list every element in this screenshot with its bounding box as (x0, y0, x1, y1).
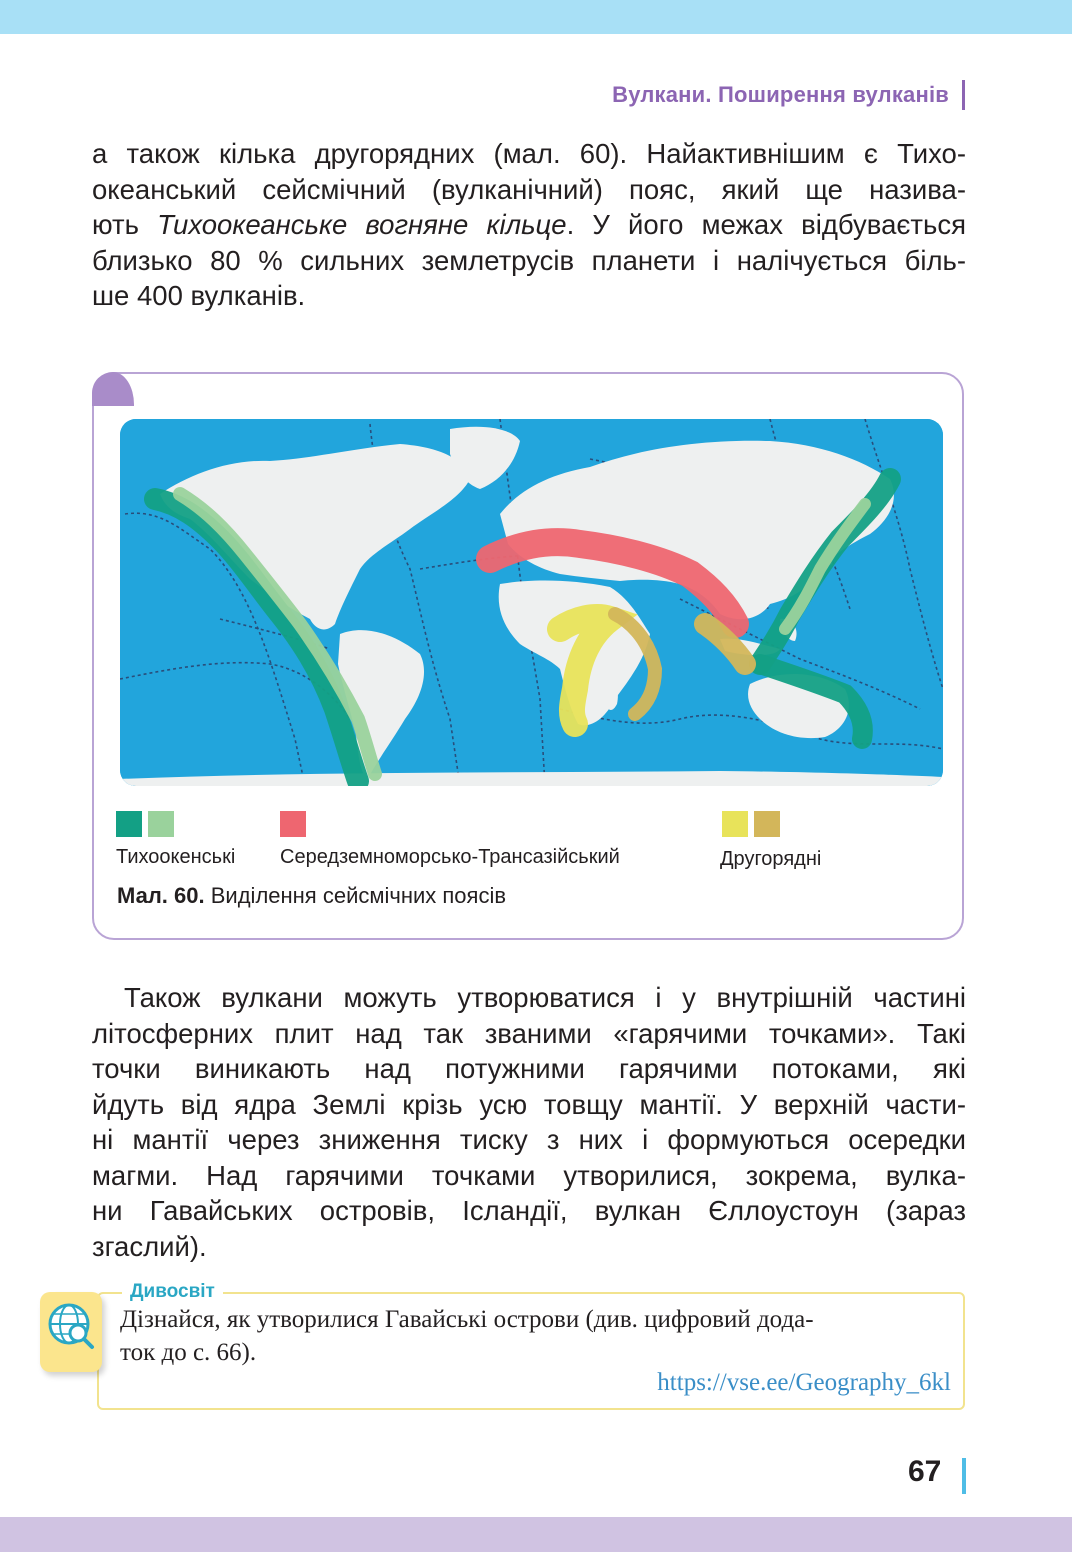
text-line: ток до с. 66). (120, 1339, 257, 1366)
top-color-band (0, 0, 1072, 34)
digital-resource-link[interactable]: https://vse.ee/Geography_6kl (657, 1369, 951, 1396)
text-line: ни Гавайських островів, Ісландії, вулкан Єллоустоун (зараз (92, 1195, 966, 1226)
bottom-color-band (0, 1517, 1072, 1552)
legend-swatch-secondary-ochre (754, 811, 780, 837)
text-line: літосферних плит над так званими «гарячими точками». Такі (92, 1017, 966, 1049)
text-line: океанський сейсмічний (вулканічний) пояс, який ще назива- (92, 173, 966, 205)
seismic-belts-map (120, 419, 943, 786)
text-line: ше 400 вулканів. (92, 280, 306, 311)
text-line: Також вулкани можуть утворюватися і у внутрішній частині (124, 982, 966, 1013)
box-title: Дивосвіт (122, 1281, 223, 1303)
text-line: Дізнайся, як утворилися Гавайські острови (див. цифровий дода- (120, 1306, 814, 1333)
legend-swatch-pacific-light (148, 811, 174, 837)
legend-label-secondary: Другорядні (720, 848, 822, 870)
figure-caption (117, 883, 506, 909)
page-number-bar (962, 1458, 966, 1494)
caption-number: Мал. 60. (117, 883, 205, 908)
paragraph-1 (92, 136, 966, 314)
text-line: ють Тихоокеанське вогняне кільце. У його межах відбувається (92, 209, 966, 240)
box-text (120, 1303, 944, 1369)
text-line: згаслий). (92, 1230, 207, 1262)
text-line: а також кілька другорядних (мал. 60). Найактивнішим є Тихо- (92, 138, 966, 169)
legend-swatch-secondary-yellow (722, 811, 748, 837)
running-header: Вулкани. Поширення вулканів (612, 82, 949, 107)
globe-search-icon (40, 1292, 102, 1372)
page-number: 67 (908, 1455, 942, 1488)
text-line: близько 80 % сильних землетрусів планети і налічується біль- (92, 244, 966, 276)
italic-term: Тихоокеанське вогняне кільце (157, 209, 567, 240)
text-line: магми. Над гарячими точками утворилися, зокрема, вулка- (92, 1159, 966, 1191)
caption-text: Виділення сейсмічних поясів (210, 883, 507, 908)
legend-label-pacific: Тихоокенські (116, 846, 236, 868)
text-line: ні мантії через зниження тиску з них і формуються осередки (92, 1124, 966, 1155)
text-line: точки виникають над потужними гарячими потоками, які (92, 1053, 966, 1084)
text-line: йдуть від ядра Землі крізь усю товщу мантії. У верхній части- (92, 1088, 966, 1120)
header-divider (962, 80, 965, 110)
paragraph-2 (92, 980, 966, 1264)
legend-label-mediterranean: Середземноморсько-Трансазійський (280, 846, 620, 868)
legend-swatch-mediterranean (280, 811, 306, 837)
legend-swatch-pacific-dark (116, 811, 142, 837)
